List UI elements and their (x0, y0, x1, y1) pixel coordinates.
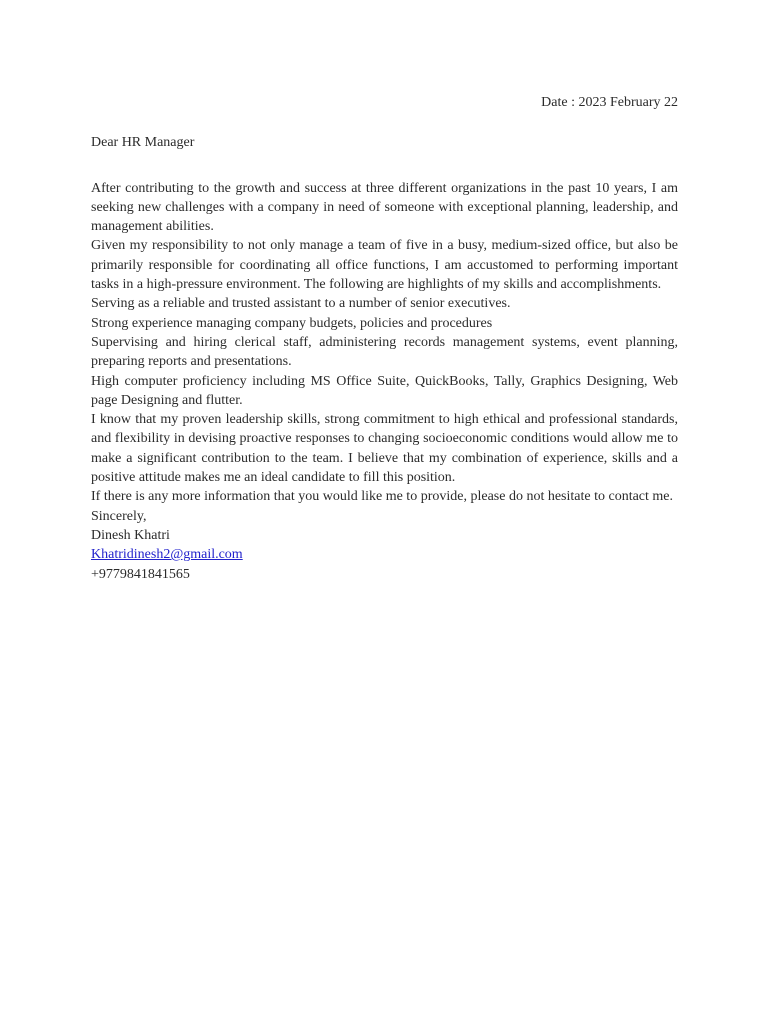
signoff: Sincerely, (91, 508, 147, 524)
body-paragraph: High computer proficiency including MS Office Suite, QuickBooks, Tally, Graphics Designing, Web page Designing and flutter. (91, 373, 678, 408)
body-paragraph: Given my responsibility to not only manage a team of five in a busy, medium-sized office, but also be primarily responsible for coordinating all office functions, I am accustomed to performing important tasks in a high-pressure environment. The following are highlights of my skills and accomplishments. (91, 238, 678, 293)
body-paragraph: Strong experience managing company budgets, policies and procedures (91, 315, 493, 331)
body-paragraph: I know that my proven leadership skills, strong commitment to high ethical and professional standards, and flexibility in devising proactive responses to changing socioeconomic conditions would allow me to make a significant contribution to the team. I believe that my combination of experience, skills and a positive attitude makes me an ideal candidate to fill this position. (91, 412, 678, 486)
body-paragraph: If there is any more information that you would like me to provide, please do not hesitate to contact me. (91, 489, 674, 505)
salutation: Dear HR Manager (91, 135, 195, 151)
body-paragraph: After contributing to the growth and success at three different organizations in the past 10 years, I am seeking new challenges with a company in need of someone with exceptional planning, leadership, and management abilities. (91, 180, 678, 235)
letter-body (91, 179, 678, 507)
body-paragraph: Supervising and hiring clerical staff, administering records management systems, event planning, preparing reports and presentations. (91, 334, 678, 370)
phone-number: +9779841841565 (91, 566, 190, 582)
email-link[interactable]: Khatridinesh2@gmail.com (91, 547, 243, 563)
closing-block (91, 507, 678, 584)
body-paragraph: Serving as a reliable and trusted assistant to a number of senior executives. (91, 296, 511, 312)
email-line (91, 545, 678, 564)
sender-name: Dinesh Khatri (91, 527, 170, 543)
date-line: Date : 2023 February 22 (541, 95, 678, 110)
